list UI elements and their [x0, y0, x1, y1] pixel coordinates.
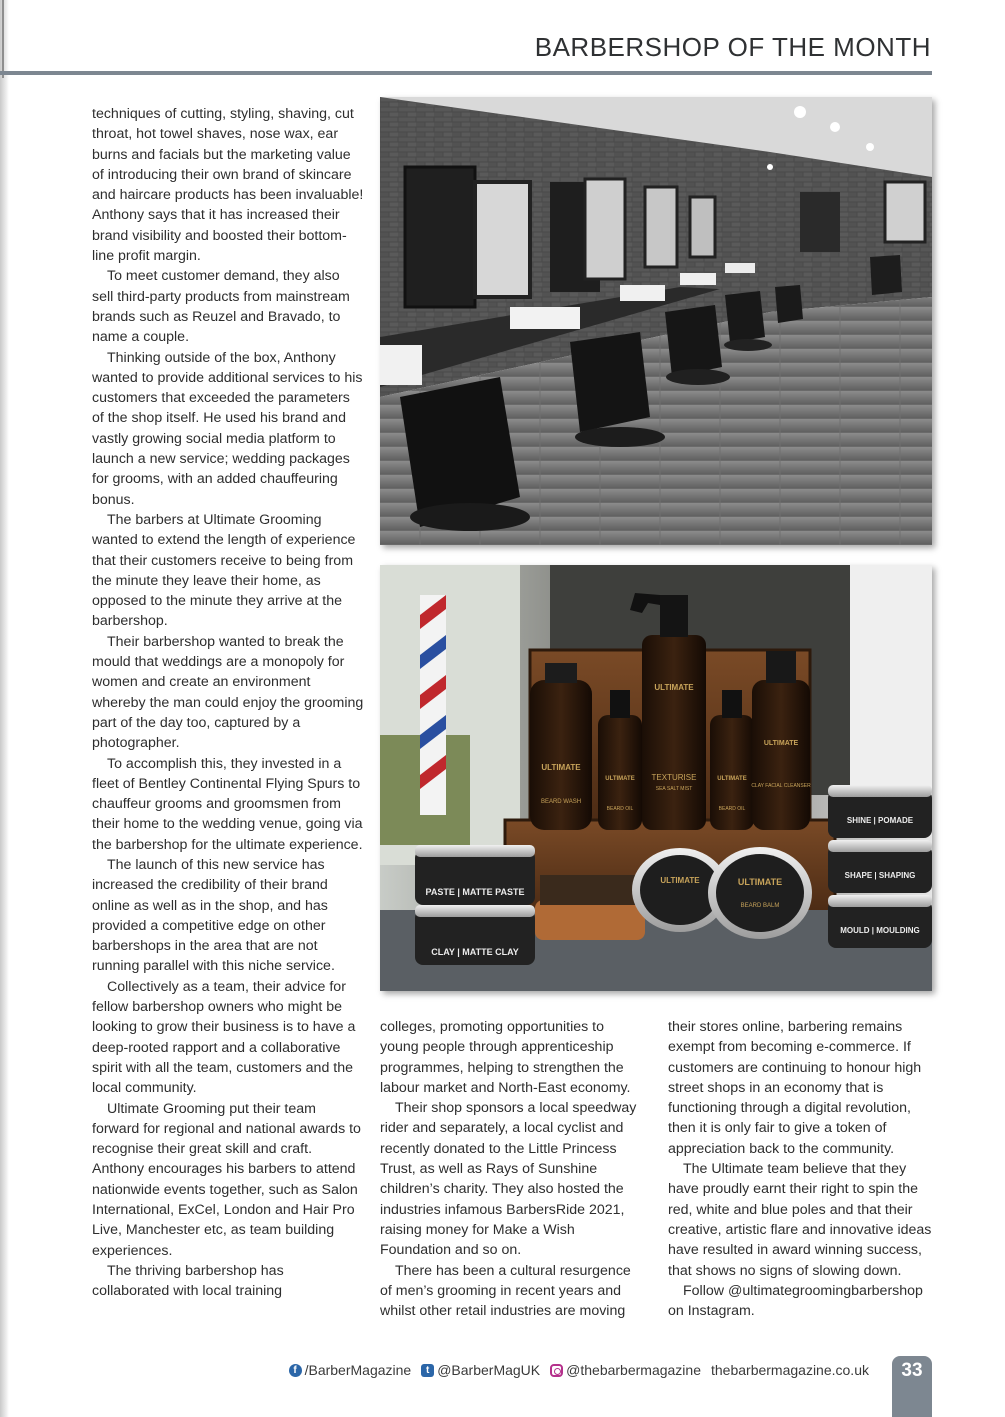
beard-wash-label: BEARD WASH [540, 799, 582, 805]
beard-balm-label: BEARD BALM [740, 903, 780, 909]
beard-oil-2-brand: ULTIMATE [717, 776, 747, 782]
article-column-left [92, 104, 364, 1302]
sea-salt-label: SEA SALT MIST [655, 786, 693, 792]
instagram-icon [550, 1364, 563, 1377]
paragraph: Their barbershop wanted to break the mould that weddings are a monopoly for women and create an environment whereby the man could enjoy the grooming part of the day too, captured by a photographer. [92, 633, 364, 752]
facebook-handle: /BarberMagazine [304, 1362, 412, 1378]
paragraph: techniques of cutting, styling, shaving, cut throat, hot towel shaves, nose wax, ear burns and facials but the marketing value of introducing their own brand of skincare and haircare products has been invaluable! Anthony says that it has increased their brand visibility and boosted their bottom-line profit margin. [92, 106, 364, 265]
beard-oil-2-label: BEARD OIL [718, 806, 746, 812]
mould-tin-label: MOULD | MOULDING [840, 926, 920, 935]
shine-tin-label: SHINE | POMADE [846, 816, 914, 825]
instagram-handle: @thebarbermagazine [566, 1362, 701, 1378]
facebook-link[interactable] [289, 1362, 412, 1378]
page-footer [0, 1356, 1005, 1386]
shape-tin-label: SHAPE | SHAPING [844, 871, 916, 880]
facebook-icon: f [289, 1364, 302, 1377]
website-url: thebarbermagazine.co.uk [711, 1362, 869, 1378]
paragraph: Ultimate Grooming put their team forward for regional and national awards to recognise their great skill and craft. Anthony encourages his barbers to attend nationwide events together, such as Salon International, ExCel, London and Hair Pro Live, Manchester etc, as team building experiences. [92, 1100, 361, 1259]
clay-facial-brand: ULTIMATE [763, 740, 799, 747]
twitter-handle: @BarberMagUK [437, 1362, 541, 1378]
beard-wash-brand: ULTIMATE [541, 763, 581, 772]
instagram-link[interactable] [550, 1362, 701, 1378]
article-column-right [668, 1017, 940, 1321]
paragraph: their stores online, barbering remains exempt from becoming e-commerce. If customers are continuing to honour high street shops in an economy that is functioning through a digital revolution, then it is only fair to give a token of appreciation back to the community. [668, 1019, 922, 1157]
clay-facial-label: CLAY FACIAL CLEANSER [751, 783, 811, 789]
twitter-link[interactable] [421, 1362, 540, 1378]
paragraph: Follow @ultimategroomingbarbershop on Instagram. [668, 1282, 923, 1320]
article-column-middle [380, 1017, 642, 1321]
paragraph: To accomplish this, they invested in a fleet of Bentley Continental Flying Spurs to chauffeur grooms and groomsmen from their home to the wedding venue, going via the barbershop for the ultimate experience. [92, 755, 363, 853]
page-spine-shadow [0, 0, 9, 1417]
paragraph: To meet customer demand, they also sell third-party products from mainstream brands such as Reuzel and Bravado, to name a couple. [92, 268, 350, 346]
paragraph: The launch of this new service has increased the credibility of their brand online as well as in the shop, and has provided a competitive edge on other barbershops in the area that are not running parallel with this niche service. [92, 856, 335, 975]
paste-tin-label: PASTE | MATTE PASTE [425, 887, 525, 897]
page-number: 33 [892, 1356, 932, 1417]
beard-balm-1-brand: ULTIMATE [660, 876, 700, 885]
clay-tin-label: CLAY | MATTE CLAY [431, 947, 519, 957]
paragraph: The barbers at Ultimate Grooming wanted to extend the length of experience that their customers receive to being from the minute they leave their home, as opposed to the minute they arrive at the barbershop. [92, 511, 356, 630]
beard-oil-brand: ULTIMATE [605, 776, 635, 782]
beard-balm-2-brand: ULTIMATE [737, 877, 783, 887]
section-title: BARBERSHOP OF THE MONTH [534, 32, 931, 62]
header-rule [0, 71, 932, 75]
barbershop-interior-photo [380, 97, 932, 545]
social-links [289, 1362, 869, 1378]
beard-oil-label: BEARD OIL [606, 806, 634, 812]
page-spine-line [2, 0, 4, 78]
paragraph: The thriving barbershop has collaborated with local training [92, 1262, 284, 1300]
paragraph: Collectively as a team, their advice for fellow barbershop owners who might be looking to grow their business is to have a deep-rooted rapport and a collaborative spirit with all the team, customers and the local community. [92, 978, 356, 1097]
website-link[interactable] [711, 1362, 869, 1378]
paragraph: There has been a cultural resurgence of men’s grooming in recent years and whilst other retail industries are moving [380, 1262, 631, 1320]
paragraph: Their shop sponsors a local speedway rider and separately, a local cyclist and recently donated to the Little Princess Trust, as well as Rays of Sunshine children’s charity. They also hosted the industries infamous BarbersRide 2021, raising money for Make a Wish Foundation and so on. [380, 1100, 637, 1259]
product-range-photo [380, 565, 932, 991]
texturise-label: TEXTURISE [651, 773, 697, 782]
paragraph: Thinking outside of the box, Anthony wanted to provide additional services to his customers that exceeded the parameters of the shop itself. He used his brand and vastly growing social media platform to launch a new service; wedding packages for grooms, with an added chauffeuring bonus. [92, 349, 363, 508]
paragraph: colleges, promoting opportunities to young people through apprenticeship programmes, helping to strengthen the labour market and North-East economy. [380, 1019, 631, 1096]
texturise-brand: ULTIMATE [654, 683, 694, 692]
paragraph: The Ultimate team believe that they have proudly earnt their right to spin the red, white and blue poles and that their creative, artistic flare and innovative ideas have resulted in award winning success, that shows no signs of slowing down. [668, 1161, 932, 1279]
twitter-icon: t [421, 1364, 434, 1377]
